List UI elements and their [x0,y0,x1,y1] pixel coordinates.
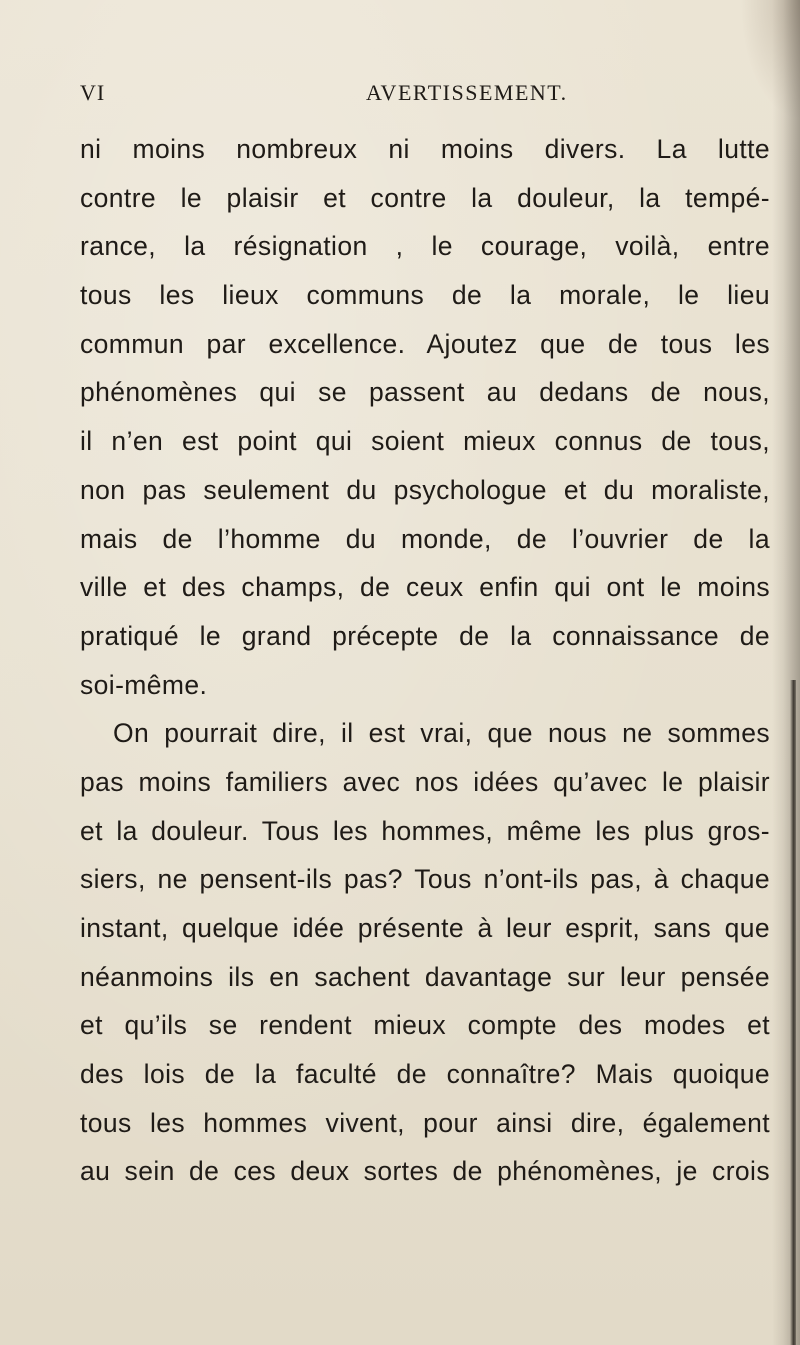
text-line: non pas seulement du psychologue et du moraliste, [80,474,770,505]
page-number: VI [80,80,106,105]
text-line: tous les hommes vivent, pour ainsi dire, également [80,1107,770,1138]
text-line: il n’en est point qui soient mieux connus de tous, [80,426,770,457]
text-line: ni moins nombreux ni moins divers. La lutte [80,134,770,164]
paragraph-start-line: On pourrait dire, il est vrai, que nous ne sommes [113,718,770,749]
text-line: phénomènes qui se passent au dedans de nous, [80,377,770,408]
text-line: au sein de ces deux sortes de phénomènes, je crois [80,1156,770,1187]
text-line: et la douleur. Tous les hommes, même les plus gros- [80,815,770,846]
text-line: tous les lieux communs de la morale, le lieu [80,280,770,311]
text-line: néanmoins ils en sachent davantage sur leur pensée [80,961,770,992]
text-line: instant, quelque idée présente à leur esprit, sans que [80,913,770,943]
text-line: des lois de la faculté de connaître? Mais quoique [80,1059,770,1090]
body-text [80,125,770,1196]
text-line: mais de l’homme du monde, de l’ouvrier de la [80,523,770,554]
text-line: et qu’ils se rendent mieux compte des modes et [80,1010,770,1041]
text-line: contre le plaisir et contre la douleur, la tempé- [80,182,770,213]
running-header [0,80,800,110]
paragraph-end-line: soi-même. [80,669,208,700]
text-line: ville et des champs, de ceux enfin qui ont le moins [80,572,770,603]
running-title: AVERTISSEMENT. [366,80,568,105]
page-gutter-edge [790,680,796,1345]
text-line: pratiqué le grand précepte de la connaissance de [80,620,770,651]
text-line: rance, la résignation , le courage, voilà, entre [80,231,770,262]
text-line: siers, ne pensent-ils pas? Tous n’ont-ils pas, à chaque [80,864,770,895]
text-line: commun par excellence. Ajoutez que de tous les [80,328,770,359]
text-line: pas moins familiers avec nos idées qu’avec le plaisir [80,766,770,797]
